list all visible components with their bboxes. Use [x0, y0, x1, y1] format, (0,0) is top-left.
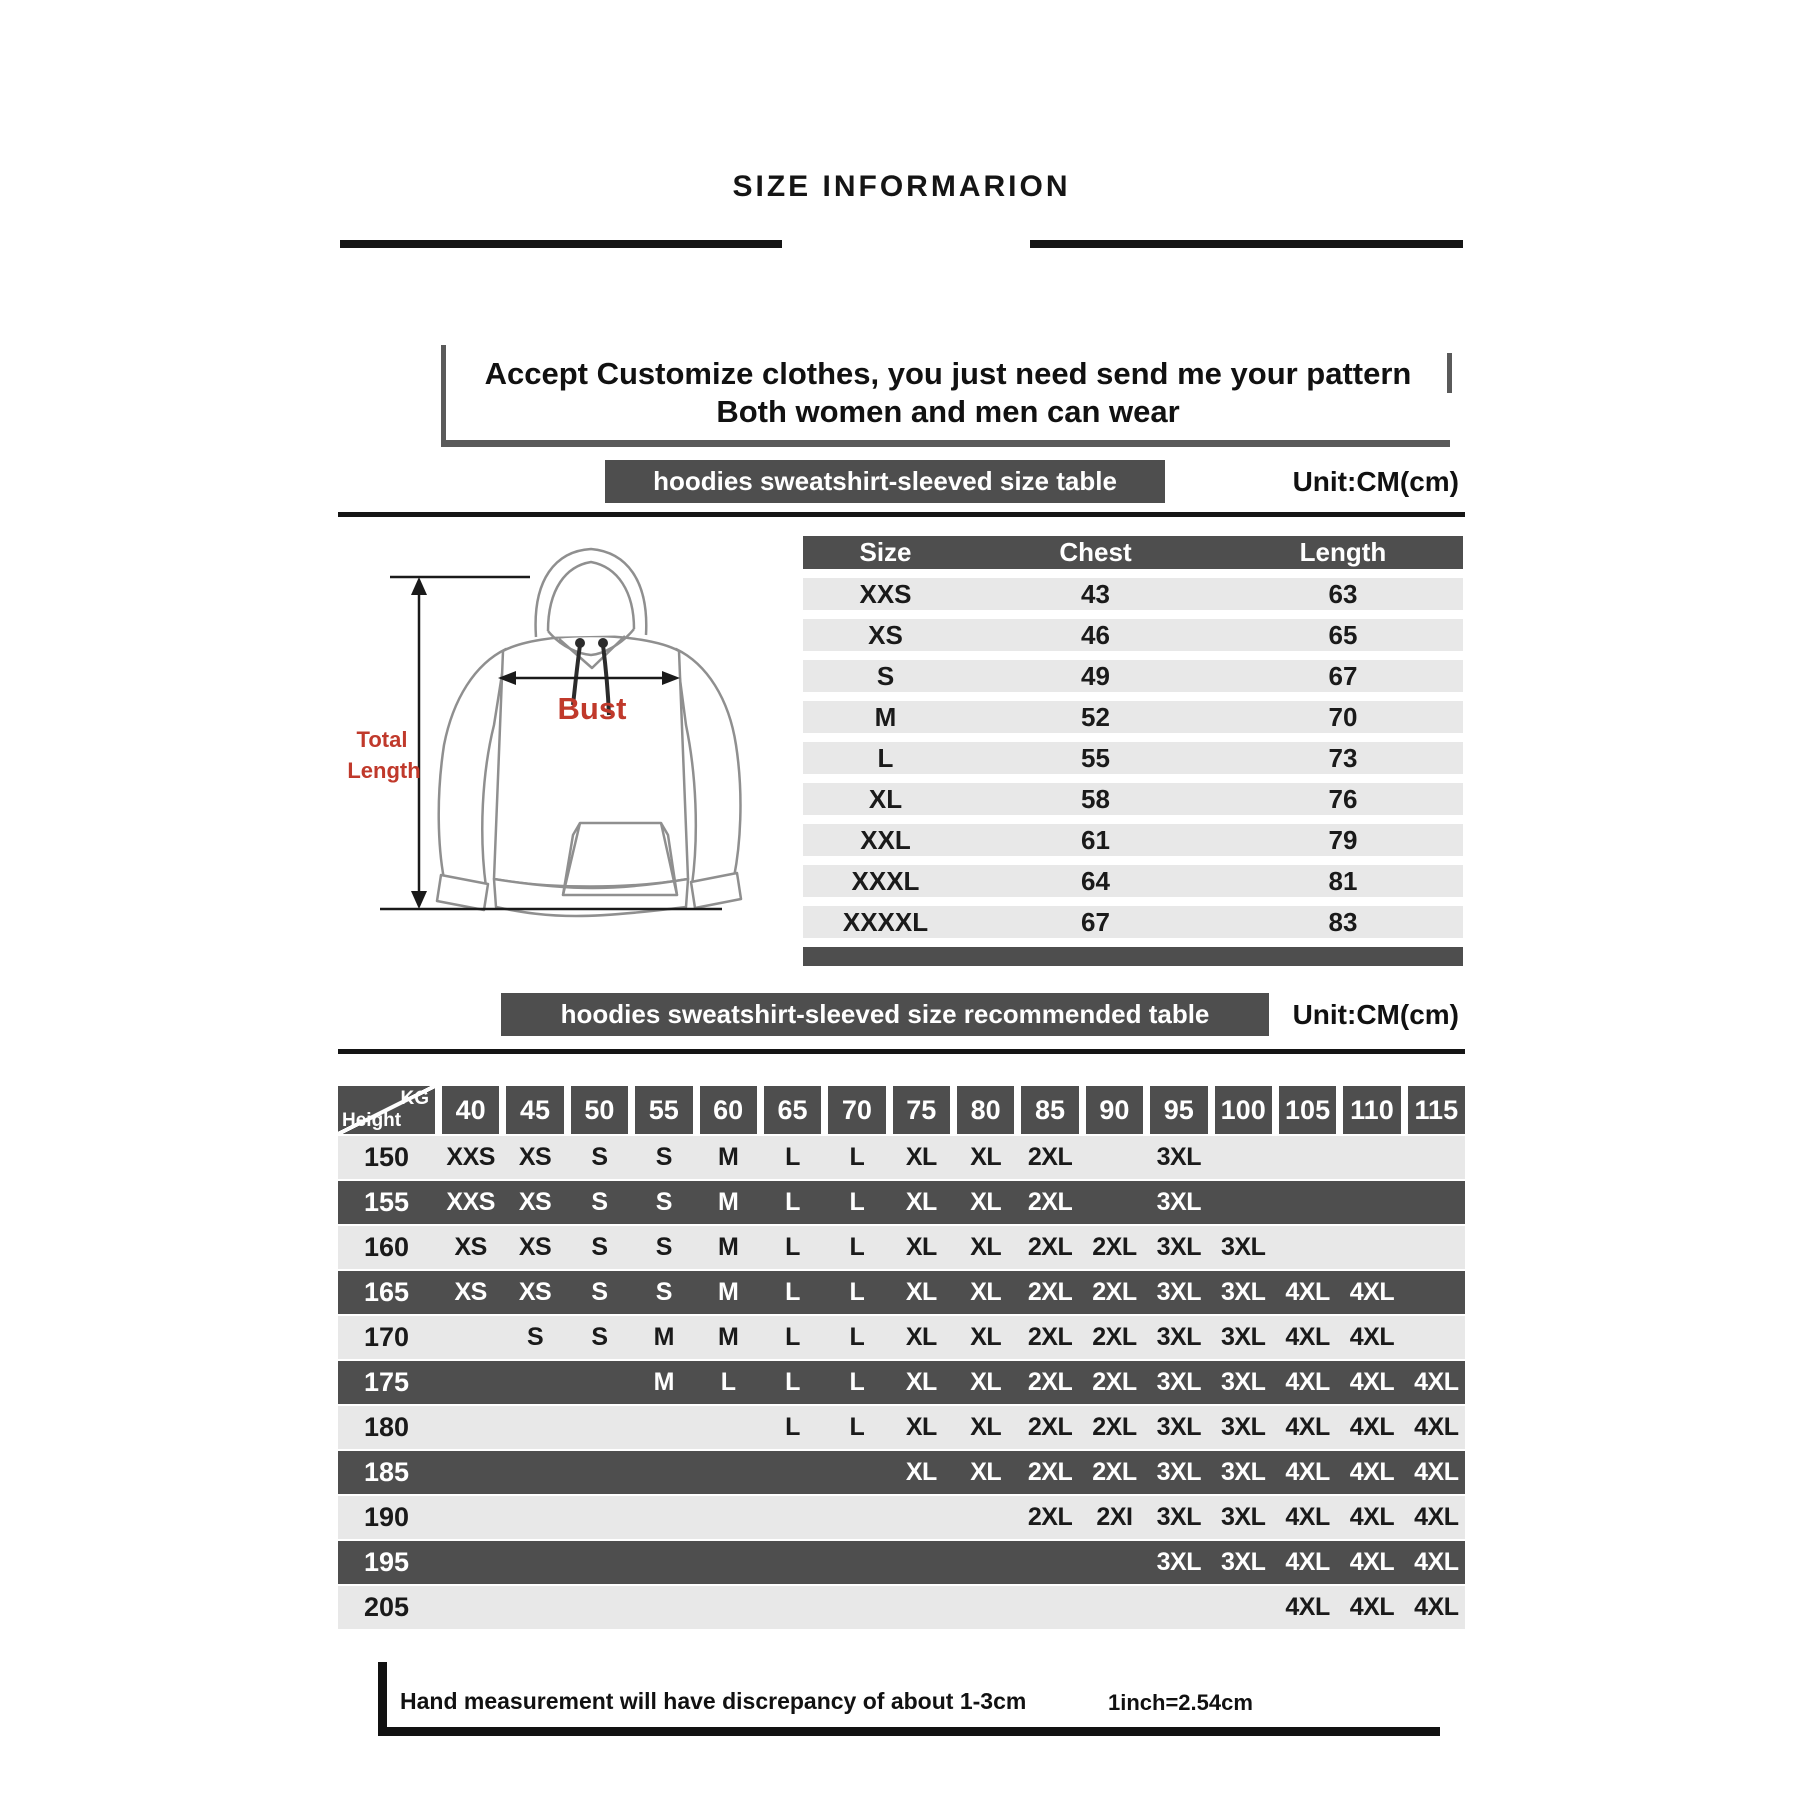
matrix-size-cell: S — [591, 1278, 608, 1306]
arrowhead-top — [411, 577, 427, 595]
matrix-size-cell: 2XL — [1092, 1368, 1137, 1396]
size-table-cell: 67 — [1328, 661, 1358, 691]
size-table-cell: 55 — [1081, 743, 1110, 773]
matrix-size-cell: L — [849, 1188, 865, 1216]
matrix-size-cell: XL — [905, 1278, 937, 1306]
recommended-table-unit-label: Unit:CM(cm) — [1292, 999, 1459, 1030]
hoodie-outline — [437, 549, 741, 916]
matrix-size-cell: XL — [905, 1233, 937, 1261]
matrix-size-cell: L — [849, 1323, 865, 1351]
size-table-rows — [803, 578, 1463, 938]
matrix-weight-header-cell: 45 — [506, 1086, 563, 1134]
matrix-size-cell: 4XL — [1414, 1548, 1459, 1576]
divider-line-middle — [338, 1049, 1465, 1054]
matrix-weight-header-cell: 85 — [1021, 1086, 1078, 1134]
matrix-weight-header-cell: 50 — [571, 1086, 628, 1134]
matrix-row — [338, 1406, 1465, 1449]
hoodie-measure-diagram — [340, 535, 770, 960]
matrix-size-cell: S — [591, 1188, 608, 1216]
drawstring-eyelet-left — [575, 638, 585, 648]
matrix-height-label: 205 — [363, 1592, 410, 1622]
matrix-size-cell: 3XL — [1221, 1458, 1266, 1486]
matrix-size-cell: 2XL — [1092, 1323, 1137, 1351]
size-table-cell: 81 — [1328, 866, 1358, 896]
size-table-unit-label: Unit:CM(cm) — [1292, 466, 1459, 497]
matrix-size-cell: 4XL — [1285, 1503, 1330, 1531]
matrix-size-cell: S — [655, 1233, 672, 1261]
customize-note-box — [441, 345, 1450, 447]
matrix-size-cell: M — [718, 1278, 739, 1306]
matrix-size-cell: XS — [454, 1233, 487, 1261]
matrix-size-cell: 2XL — [1092, 1413, 1137, 1441]
size-table-cell: XXL — [860, 825, 911, 855]
matrix-size-cell: M — [653, 1368, 674, 1396]
matrix-size-cell: 2XL — [1027, 1143, 1073, 1171]
size-table-cell: 79 — [1328, 825, 1358, 855]
total-length-label-line2: Length — [347, 758, 421, 783]
size-table-cell: XS — [868, 620, 903, 650]
matrix-size-cell: L — [785, 1413, 800, 1441]
matrix-size-cell: XL — [970, 1368, 1002, 1396]
size-table-cell: 46 — [1081, 620, 1110, 650]
bust-label: Bust — [557, 691, 627, 726]
title-underline-left — [340, 240, 782, 248]
matrix-row — [338, 1181, 1465, 1224]
matrix-size-cell: 2XL — [1027, 1278, 1073, 1306]
matrix-size-cell: 2XL — [1027, 1323, 1073, 1351]
matrix-size-cell: XS — [454, 1278, 487, 1306]
matrix-size-cell: 2XL — [1027, 1233, 1073, 1261]
matrix-row — [338, 1586, 1465, 1629]
matrix-size-cell: XXS — [446, 1188, 495, 1216]
matrix-size-cell: L — [720, 1368, 736, 1396]
matrix-size-cell: 4XL — [1414, 1593, 1459, 1621]
matrix-row — [338, 1316, 1465, 1359]
hoodie-illustration — [340, 535, 770, 960]
matrix-size-cell: 2XL — [1027, 1503, 1073, 1531]
matrix-height-label: 150 — [363, 1142, 410, 1172]
matrix-size-cell: 4XL — [1349, 1278, 1395, 1306]
size-table-cell: 83 — [1328, 907, 1358, 937]
size-table-row — [803, 783, 1463, 815]
matrix-size-cell: L — [849, 1368, 865, 1396]
size-table-cell: 63 — [1328, 579, 1358, 609]
matrix-size-cell: XL — [905, 1143, 937, 1171]
matrix-height-label: 175 — [363, 1367, 410, 1397]
matrix-weight-header-cell: 55 — [635, 1086, 692, 1134]
size-table-cell: 65 — [1328, 620, 1358, 650]
matrix-height-label: 170 — [363, 1322, 410, 1352]
matrix-rows — [338, 1136, 1465, 1629]
size-table-cell: 52 — [1081, 702, 1110, 732]
matrix-size-cell: 4XL — [1349, 1593, 1395, 1621]
matrix-weight-header-cell: 60 — [700, 1086, 757, 1134]
matrix-size-cell: L — [849, 1413, 865, 1441]
title-underline-right — [1030, 240, 1463, 248]
matrix-weight-header-cell: 100 — [1215, 1086, 1272, 1134]
matrix-size-cell: 4XL — [1349, 1413, 1395, 1441]
matrix-height-label: 165 — [363, 1277, 410, 1307]
size-table-row — [803, 578, 1463, 610]
content-column — [338, 0, 1465, 1800]
matrix-size-cell: 4XL — [1285, 1368, 1330, 1396]
matrix-size-cell: XL — [905, 1413, 937, 1441]
matrix-size-cell: 3XL — [1156, 1458, 1201, 1486]
size-table-row — [803, 824, 1463, 856]
matrix-size-cell: S — [591, 1233, 608, 1261]
customize-line-1: Accept Customize clothes, you just need send me your pattern — [484, 355, 1412, 391]
matrix-size-cell: XXS — [446, 1143, 495, 1171]
matrix-size-cell: L — [785, 1323, 800, 1351]
size-table-header-chest: Chest — [1059, 537, 1132, 567]
matrix-size-cell: M — [653, 1323, 674, 1351]
arrowhead-bottom — [411, 891, 427, 909]
matrix-size-cell: 3XL — [1156, 1143, 1201, 1171]
recommended-table-section-bar: hoodies sweatshirt-sleeved size recommended table — [501, 993, 1269, 1036]
size-table-cell: 58 — [1081, 784, 1110, 814]
matrix-row — [338, 1451, 1465, 1494]
matrix-weight-header-cell: 95 — [1150, 1086, 1207, 1134]
size-table-cell: 61 — [1081, 825, 1110, 855]
size-table-header — [803, 536, 1463, 569]
matrix-size-cell: 4XL — [1285, 1458, 1330, 1486]
matrix-size-cell: S — [591, 1143, 608, 1171]
matrix-weight-header-cell: 40 — [442, 1086, 499, 1134]
matrix-weight-header-cell: 115 — [1408, 1086, 1465, 1134]
matrix-size-cell: XS — [518, 1233, 552, 1261]
size-table-cell: 73 — [1328, 743, 1358, 773]
matrix-size-cell: M — [718, 1143, 739, 1171]
matrix-size-cell: 3XL — [1156, 1323, 1201, 1351]
matrix-size-cell: 4XL — [1349, 1503, 1395, 1531]
matrix-size-cell: S — [655, 1188, 672, 1216]
matrix-header-row — [338, 1086, 1465, 1134]
matrix-size-cell: 3XL — [1156, 1503, 1201, 1531]
matrix-size-cell: 4XL — [1414, 1368, 1459, 1396]
matrix-size-cell: XS — [518, 1278, 552, 1306]
matrix-size-cell: 4XL — [1285, 1413, 1330, 1441]
matrix-size-cell: 3XL — [1221, 1278, 1266, 1306]
matrix-size-cell: XL — [970, 1323, 1002, 1351]
matrix-size-cell: 3XL — [1156, 1413, 1201, 1441]
matrix-size-cell: 4XL — [1285, 1323, 1330, 1351]
size-table-footer-bar — [803, 947, 1463, 966]
matrix-size-cell: XL — [970, 1458, 1002, 1486]
matrix-height-label: 155 — [363, 1187, 410, 1217]
size-table-cell: S — [876, 661, 895, 691]
size-table-cell: 49 — [1081, 661, 1110, 691]
size-table-row — [803, 742, 1463, 774]
size-table-row — [803, 865, 1463, 897]
size-table-cell: 43 — [1081, 579, 1110, 609]
footer-measurement-note: Hand measurement will have discrepancy of about 1-3cm — [400, 1688, 1027, 1714]
matrix-size-cell: S — [655, 1143, 672, 1171]
matrix-height-label: 195 — [363, 1547, 410, 1577]
matrix-size-cell: 3XL — [1156, 1188, 1201, 1216]
matrix-size-cell: L — [785, 1143, 800, 1171]
matrix-size-cell: 4XL — [1285, 1593, 1330, 1621]
matrix-size-cell: 4XL — [1349, 1323, 1395, 1351]
size-chest-length-table — [803, 536, 1463, 966]
matrix-size-cell: XL — [970, 1233, 1002, 1261]
matrix-size-cell: L — [785, 1278, 800, 1306]
matrix-size-cell: 2XL — [1092, 1278, 1137, 1306]
matrix-size-cell: M — [718, 1188, 739, 1216]
footer-inch-conversion: 1inch=2.54cm — [1108, 1690, 1253, 1715]
size-table-section-bar: hoodies sweatshirt-sleeved size table — [605, 460, 1165, 503]
matrix-size-cell: 3XL — [1221, 1233, 1266, 1261]
matrix-size-cell: 4XL — [1414, 1503, 1459, 1531]
matrix-size-cell: 4XL — [1349, 1458, 1395, 1486]
matrix-size-cell: 3XL — [1221, 1323, 1266, 1351]
matrix-size-cell: 4XL — [1349, 1368, 1395, 1396]
matrix-size-cell: 2XL — [1027, 1413, 1073, 1441]
matrix-size-cell: L — [849, 1233, 865, 1261]
matrix-size-cell: 3XL — [1221, 1413, 1266, 1441]
size-table-cell: XL — [868, 784, 903, 814]
matrix-size-cell: 2XL — [1027, 1458, 1073, 1486]
matrix-height-label: 190 — [363, 1502, 410, 1532]
matrix-row — [338, 1271, 1465, 1314]
matrix-size-cell: 2XL — [1092, 1458, 1137, 1486]
size-table-cell: 70 — [1328, 702, 1358, 732]
matrix-weight-header-cell: 105 — [1279, 1086, 1336, 1134]
matrix-corner-cell — [338, 1086, 435, 1134]
size-table-cell: 76 — [1328, 784, 1358, 814]
matrix-weight-header-cell: 80 — [957, 1086, 1014, 1134]
matrix-size-cell: XL — [970, 1143, 1002, 1171]
matrix-size-cell: 3XL — [1221, 1548, 1266, 1576]
matrix-size-cell: M — [718, 1233, 739, 1261]
matrix-height-label: 180 — [363, 1412, 410, 1442]
matrix-weight-header-cell: 110 — [1343, 1086, 1400, 1134]
size-table-cell: XXS — [859, 579, 912, 609]
matrix-size-cell: XS — [518, 1143, 552, 1171]
matrix-height-label: 185 — [363, 1457, 410, 1487]
matrix-row — [338, 1361, 1465, 1404]
size-table-cell: M — [874, 702, 897, 732]
matrix-row — [338, 1541, 1465, 1584]
size-table-cell: XXXL — [851, 866, 920, 896]
matrix-size-cell: 3XL — [1221, 1368, 1266, 1396]
size-table-cell: L — [877, 743, 894, 773]
size-table-header-length: Length — [1299, 537, 1387, 567]
total-length-label-line1: Total — [356, 727, 408, 752]
matrix-size-cell: XL — [970, 1278, 1002, 1306]
matrix-weight-header-cell: 75 — [893, 1086, 950, 1134]
matrix-size-cell: 4XL — [1285, 1278, 1330, 1306]
matrix-size-cell: 3XL — [1156, 1368, 1201, 1396]
matrix-row — [338, 1226, 1465, 1269]
matrix-size-cell: 3XL — [1156, 1548, 1201, 1576]
size-table-row — [803, 701, 1463, 733]
customize-box-right-tick — [1447, 353, 1452, 393]
matrix-weight-header-cell: 65 — [764, 1086, 821, 1134]
matrix-weight-header-cell: 90 — [1086, 1086, 1143, 1134]
matrix-size-cell: 3XL — [1156, 1278, 1201, 1306]
matrix-size-cell: L — [849, 1278, 865, 1306]
matrix-size-cell: XL — [905, 1368, 937, 1396]
customize-line-2: Both women and men can wear — [716, 393, 1180, 429]
matrix-corner-kg-label: KG — [400, 1088, 429, 1109]
size-table-cell: 64 — [1081, 866, 1110, 896]
matrix-size-cell: L — [785, 1368, 800, 1396]
drawstring-eyelet-right — [598, 638, 608, 648]
matrix-weight-header-cell: 70 — [828, 1086, 885, 1134]
matrix-size-cell: 4XL — [1349, 1548, 1395, 1576]
matrix-size-cell: 4XL — [1414, 1413, 1459, 1441]
matrix-size-cell: 2XL — [1027, 1368, 1073, 1396]
matrix-size-cell: XL — [970, 1413, 1002, 1441]
size-table-row — [803, 660, 1463, 692]
divider-line-top — [338, 512, 1465, 517]
footer-left-tick — [378, 1662, 387, 1736]
size-table-cell: 67 — [1081, 907, 1110, 937]
matrix-size-cell: 3XL — [1156, 1233, 1201, 1261]
matrix-row — [338, 1136, 1465, 1179]
size-table-header-size: Size — [859, 537, 912, 567]
footer-underline — [378, 1727, 1440, 1736]
height-weight-size-matrix — [338, 1086, 1465, 1629]
matrix-size-cell: 2XI — [1096, 1503, 1133, 1531]
matrix-size-cell: 4XL — [1414, 1458, 1459, 1486]
matrix-size-cell: 4XL — [1285, 1548, 1330, 1576]
size-table-cell: XXXXL — [842, 907, 929, 937]
matrix-size-cell: M — [718, 1323, 739, 1351]
matrix-size-cell: 2XL — [1092, 1233, 1137, 1261]
matrix-corner-height-label: Height — [342, 1110, 402, 1131]
matrix-row — [338, 1496, 1465, 1539]
matrix-size-cell: XL — [970, 1188, 1002, 1216]
matrix-size-cell: L — [785, 1188, 800, 1216]
matrix-size-cell: S — [526, 1323, 544, 1351]
matrix-height-label: 160 — [363, 1232, 410, 1262]
matrix-size-cell: XL — [905, 1188, 937, 1216]
matrix-size-cell: XL — [905, 1458, 937, 1486]
size-table-row — [803, 619, 1463, 651]
size-table-row — [803, 906, 1463, 938]
matrix-size-cell: XS — [518, 1188, 552, 1216]
page-title: SIZE INFORMARION — [732, 170, 1071, 203]
matrix-size-cell: 2XL — [1027, 1188, 1073, 1216]
matrix-size-cell: L — [785, 1233, 800, 1261]
matrix-size-cell: L — [849, 1143, 865, 1171]
matrix-size-cell: S — [591, 1323, 608, 1351]
matrix-size-cell: XL — [905, 1323, 937, 1351]
matrix-size-cell: S — [655, 1278, 672, 1306]
matrix-size-cell: 3XL — [1221, 1503, 1266, 1531]
